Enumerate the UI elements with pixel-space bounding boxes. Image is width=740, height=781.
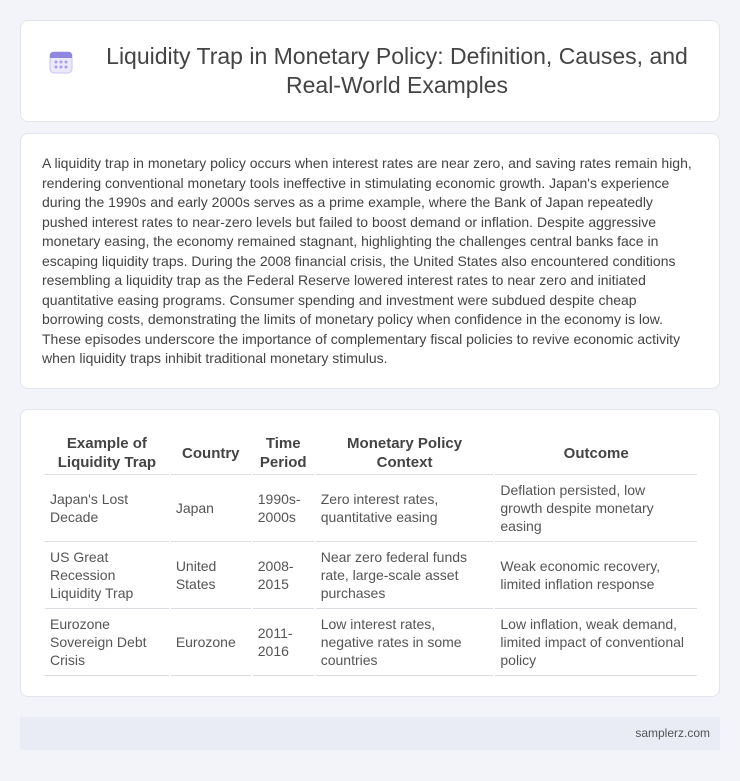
- table-cell-example: US Great Recession Liquidity Trap: [45, 542, 169, 609]
- table-cell-example: Eurozone Sovereign Debt Crisis: [45, 609, 169, 676]
- examples-table: [43, 432, 699, 676]
- column-header-policy-context: Monetary Policy Context: [316, 432, 494, 475]
- page-title: Liquidity Trap in Monetary Policy: Definition, Causes, and Real-World Examples: [106, 43, 688, 98]
- table-row: [45, 475, 697, 542]
- table-cell-example: Japan's Lost Decade: [45, 475, 169, 542]
- table-cell-country: United States: [171, 542, 251, 609]
- table-cell-outcome: Deflation persisted, low growth despite monetary easing: [495, 475, 697, 542]
- table-row: [45, 609, 697, 676]
- intro-card: [20, 133, 720, 389]
- table-cell-country: Eurozone: [171, 609, 251, 676]
- header-card: [20, 20, 720, 122]
- table-cell-policy-context: Low interest rates, negative rates in some countries: [316, 609, 494, 676]
- footer-bar: [20, 717, 720, 750]
- header: [21, 21, 719, 121]
- table-cell-time-period: 1990s-2000s: [253, 475, 314, 542]
- column-header-time-period: Time Period: [253, 432, 314, 475]
- table-cell-country: Japan: [171, 475, 251, 542]
- column-header-example: Example of Liquidity Trap: [45, 432, 169, 475]
- table-row: [45, 542, 697, 609]
- table-cell-policy-context: Near zero federal funds rate, large-scale asset purchases: [316, 542, 494, 609]
- table-cell-time-period: 2011-2016: [253, 609, 314, 676]
- footer-site-link[interactable]: samplerz.com: [635, 726, 710, 740]
- table-card: [20, 409, 720, 697]
- table-cell-time-period: 2008-2015: [253, 542, 314, 609]
- intro-paragraph: A liquidity trap in monetary policy occurs when interest rates are near zero, and saving rates remain high, rendering conventional monetary tools ineffective in stimulating economic growth. Japan's experience during the 1990s and early 2000s serves as a prime example, where the Bank of Japan repeatedly pushed interest rates to near-zero levels but failed to boost demand or inflation. Despite aggressive monetary easing, the economy remained stagnant, highlighting the challenges central banks face in escaping liquidity traps. During the 2008 financial crisis, the United States also encountered conditions resembling a liquidity trap as the Federal Reserve lowered interest rates to near zero and initiated quantitative easing programs. Consumer spending and investment were subdued despite cheap borrowing costs, demonstrating the limits of monetary policy when confidence in the economy is low. These episodes underscore the importance of complementary fiscal policies to revive economic activity when liquidity traps inhibit traditional monetary stimulus.: [42, 155, 692, 366]
- table-header-row: [45, 432, 697, 475]
- calendar-icon: [47, 48, 75, 76]
- table-cell-outcome: Low inflation, weak demand, limited impact of conventional policy: [495, 609, 697, 676]
- column-header-outcome: Outcome: [495, 432, 697, 475]
- table-cell-policy-context: Zero interest rates, quantitative easing: [316, 475, 494, 542]
- table-cell-outcome: Weak economic recovery, limited inflation response: [495, 542, 697, 609]
- column-header-country: Country: [171, 432, 251, 475]
